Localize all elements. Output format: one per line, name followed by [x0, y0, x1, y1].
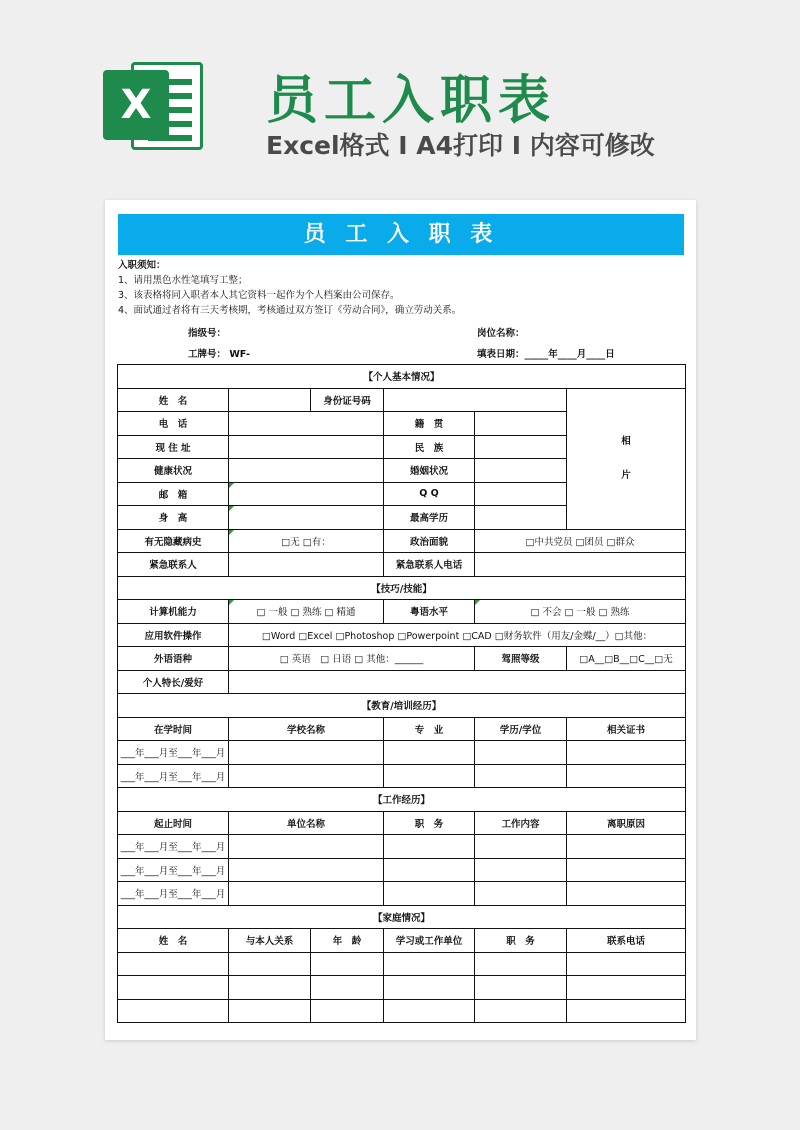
work-date-cell[interactable]: ___年___月至___年___月 — [118, 858, 229, 882]
work-company-cell[interactable] — [229, 858, 384, 882]
work-header: 单位名称 — [229, 811, 384, 835]
work-header: 离职原因 — [567, 811, 686, 835]
family-cell[interactable] — [118, 976, 229, 1000]
family-cell[interactable] — [567, 976, 686, 1000]
work-reason-cell[interactable] — [567, 835, 686, 859]
email-label: 邮 箱 — [118, 482, 229, 506]
edu-header: 学历/学位 — [475, 717, 567, 741]
id-no-label: 身份证号码 — [311, 388, 384, 412]
edu-date-cell[interactable]: ___年___月至___年___月 — [118, 741, 229, 765]
section-education: 【教育/培训经历】 — [118, 694, 686, 718]
family-cell[interactable] — [311, 952, 384, 976]
family-cell[interactable] — [384, 976, 475, 1000]
emergency-contact-label: 紧急联系人 — [118, 553, 229, 577]
work-company-cell[interactable] — [229, 882, 384, 906]
family-cell[interactable] — [384, 952, 475, 976]
family-cell[interactable] — [475, 976, 567, 1000]
specialty-label: 个人特长/爱好 — [118, 670, 229, 694]
address-field[interactable] — [229, 435, 384, 459]
form-sheet — [105, 200, 696, 1040]
family-header: 姓 名 — [118, 929, 229, 953]
header-banner — [0, 0, 800, 200]
family-cell[interactable] — [229, 952, 311, 976]
id-no-field[interactable] — [384, 388, 567, 412]
height-label: 身 高 — [118, 506, 229, 530]
health-label: 健康状况 — [118, 459, 229, 483]
family-cell[interactable] — [118, 999, 229, 1023]
license-options[interactable]: □A__□B__□C__□无 — [567, 647, 686, 671]
political-label: 政治面貌 — [384, 529, 475, 553]
family-cell[interactable] — [229, 999, 311, 1023]
work-duty-cell[interactable] — [475, 882, 567, 906]
license-label: 驾照等级 — [475, 647, 567, 671]
political-options[interactable]: □中共党员 □团员 □群众 — [475, 529, 686, 553]
section-skills: 【技巧/技能】 — [118, 576, 686, 600]
edu-header: 专 业 — [384, 717, 475, 741]
edu-row — [118, 764, 686, 788]
work-row — [118, 858, 686, 882]
edu-date-cell[interactable]: ___年___月至___年___月 — [118, 764, 229, 788]
entry-form-table — [117, 364, 686, 1023]
work-row — [118, 835, 686, 859]
cantonese-label: 粤语水平 — [384, 600, 475, 624]
family-row — [118, 999, 686, 1023]
language-options[interactable]: □ 英语 □ 日语 □ 其他：______ — [229, 647, 475, 671]
excel-icon: X — [103, 56, 203, 156]
family-cell[interactable] — [475, 999, 567, 1023]
email-field[interactable] — [229, 482, 384, 506]
phone-field[interactable] — [229, 412, 384, 436]
family-header: 职 务 — [475, 929, 567, 953]
family-cell[interactable] — [118, 952, 229, 976]
family-row — [118, 976, 686, 1000]
origin-label: 籍 贯 — [384, 412, 475, 436]
name-field[interactable] — [229, 388, 311, 412]
height-field[interactable] — [229, 506, 384, 530]
work-duty-cell[interactable] — [475, 835, 567, 859]
work-duty-cell[interactable] — [475, 858, 567, 882]
emergency-phone-label: 紧急联系人电话 — [384, 553, 475, 577]
family-header: 联系电话 — [567, 929, 686, 953]
work-header: 职 务 — [384, 811, 475, 835]
work-date-cell[interactable]: ___年___月至___年___月 — [118, 882, 229, 906]
section-family: 【家庭情况】 — [118, 905, 686, 929]
family-cell[interactable] — [567, 999, 686, 1023]
health-field[interactable] — [229, 459, 384, 483]
notice-item: 4、面试通过者将有三天考核期，考核通过双方签订《劳动合同》，确立劳动关系。 — [118, 305, 462, 316]
work-header: 起止时间 — [118, 811, 229, 835]
employee-no-label: 工牌号： WF- — [188, 349, 250, 360]
education-field[interactable] — [475, 506, 567, 530]
notice-item: 3、该表格将同入职者本人其它资料一起作为个人档案由公司保存。 — [118, 290, 400, 301]
edu-cert-cell[interactable] — [567, 741, 686, 765]
address-label: 现 住 址 — [118, 435, 229, 459]
emergency-contact-field[interactable] — [229, 553, 384, 577]
ethnicity-label: 民 族 — [384, 435, 475, 459]
marital-label: 婚姻状况 — [384, 459, 475, 483]
family-cell[interactable] — [311, 976, 384, 1000]
marital-field[interactable] — [475, 459, 567, 483]
hidden-disease-label: 有无隐藏病史 — [118, 529, 229, 553]
work-date-cell[interactable]: ___年___月至___年___月 — [118, 835, 229, 859]
banner-title: 员工入职表 — [266, 71, 557, 131]
family-cell[interactable] — [311, 999, 384, 1023]
notice-item: 1、请用黑色水性笔填写工整； — [118, 275, 248, 286]
specialty-field[interactable] — [229, 670, 686, 694]
work-reason-cell[interactable] — [567, 882, 686, 906]
computer-skill-label: 计算机能力 — [118, 600, 229, 624]
phone-label: 电 话 — [118, 412, 229, 436]
work-row — [118, 882, 686, 906]
family-cell[interactable] — [567, 952, 686, 976]
notice-heading: 入职须知： — [118, 260, 166, 271]
software-label: 应用软件操作 — [118, 623, 229, 647]
work-header: 工作内容 — [475, 811, 567, 835]
edu-header: 学校名称 — [229, 717, 384, 741]
work-title-cell[interactable] — [384, 835, 475, 859]
edu-row — [118, 741, 686, 765]
edu-degree-cell[interactable] — [475, 741, 567, 765]
edu-header: 在学时间 — [118, 717, 229, 741]
fill-date-label: 填表日期：_____年____月____日 — [477, 349, 615, 360]
language-label: 外语语种 — [118, 647, 229, 671]
edu-header: 相关证书 — [567, 717, 686, 741]
photo-box[interactable]: 相 片 — [567, 388, 686, 529]
software-options[interactable]: □Word □Excel □Photoshop □Powerpoint □CAD □财务软件（用友/金蝶/__）□其他： — [229, 623, 686, 647]
edu-school-cell[interactable] — [229, 741, 384, 765]
education-label: 最高学历 — [384, 506, 475, 530]
qq-field[interactable] — [475, 482, 567, 506]
edu-school-cell[interactable] — [229, 764, 384, 788]
work-title-cell[interactable] — [384, 858, 475, 882]
work-company-cell[interactable] — [229, 835, 384, 859]
form-title: 员 工 入 职 表 — [118, 214, 684, 255]
computer-skill-options[interactable]: □ 一般 □ 熟练 □ 精通 — [229, 600, 384, 624]
origin-field[interactable] — [475, 412, 567, 436]
cantonese-options[interactable]: □ 不会 □ 一般 □ 熟练 — [475, 600, 686, 624]
work-title-cell[interactable] — [384, 882, 475, 906]
edu-major-cell[interactable] — [384, 764, 475, 788]
family-header: 年 龄 — [311, 929, 384, 953]
edu-cert-cell[interactable] — [567, 764, 686, 788]
section-work: 【工作经历】 — [118, 788, 686, 812]
position-label: 岗位名称： — [477, 328, 525, 339]
ethnicity-field[interactable] — [475, 435, 567, 459]
work-reason-cell[interactable] — [567, 858, 686, 882]
edu-degree-cell[interactable] — [475, 764, 567, 788]
family-cell[interactable] — [475, 952, 567, 976]
banner-subtitle: Excel格式 I A4打印 I 内容可修改 — [266, 131, 655, 160]
section-basic: 【个人基本情况】 — [118, 365, 686, 389]
family-row — [118, 952, 686, 976]
family-cell[interactable] — [229, 976, 311, 1000]
emergency-phone-field[interactable] — [475, 553, 686, 577]
family-cell[interactable] — [384, 999, 475, 1023]
family-header: 与本人关系 — [229, 929, 311, 953]
family-header: 学习或工作单位 — [384, 929, 475, 953]
qq-label: Q Q — [384, 482, 475, 506]
name-label: 姓 名 — [118, 388, 229, 412]
hidden-disease-options[interactable]: □无 □有： — [229, 529, 384, 553]
dept-label: 指级号： — [188, 328, 227, 339]
edu-major-cell[interactable] — [384, 741, 475, 765]
